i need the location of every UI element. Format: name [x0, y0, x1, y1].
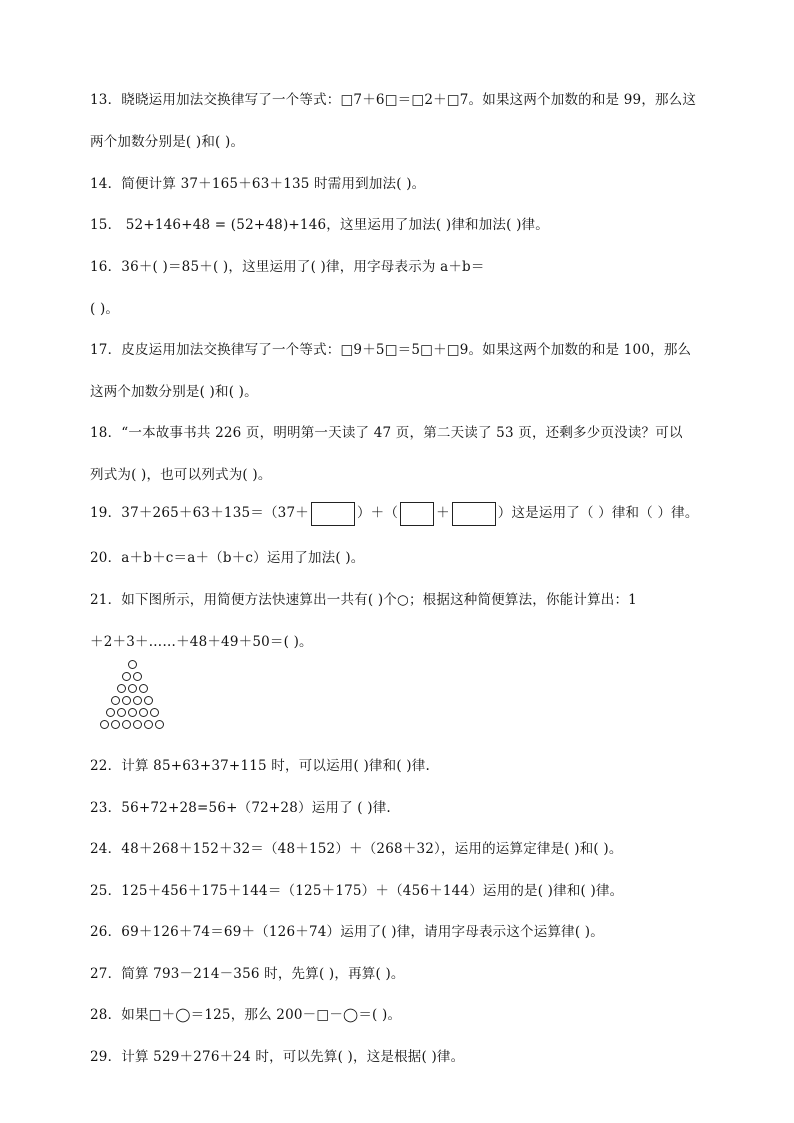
circle-icon — [144, 720, 153, 729]
question-24: 24．48＋268＋152＋32＝（48＋152）＋（268＋32），运用的运算定律是( )和( )。 — [90, 841, 623, 857]
circle-icon — [155, 720, 164, 729]
question-29: 29．计算 529＋276＋24 时，可以先算( )，这是根据( )律。 — [90, 1049, 465, 1065]
question-16-line1: 16．36＋( )＝85＋( )，这里运用了( )律，用字母表示为 a＋b＝ — [90, 259, 485, 275]
question-26: 26．69＋126＋74＝69＋（126＋74）运用了( )律，请用字母表示这个运算律( )。 — [90, 924, 604, 940]
circle-row — [92, 672, 172, 684]
circle-icon — [111, 696, 120, 705]
circle-row — [92, 720, 172, 732]
circle-icon — [117, 684, 126, 693]
q19-text-c: ＋ — [436, 505, 450, 521]
q19-text-a: 19．37＋265＋63＋135＝（37＋ — [90, 505, 309, 521]
circle-icon — [122, 720, 131, 729]
circle-icon — [133, 696, 142, 705]
question-13-line1: 13．晓晓运用加法交换律写了一个等式：□7＋6□＝□2＋□7。如果这两个加数的和是 99，那么这 — [90, 92, 697, 108]
question-25: 25．125＋456＋175＋144＝（125＋175）＋（456＋144）运用的是( )律和( )律。 — [90, 883, 624, 899]
question-14: 14．简便计算 37＋165＋63＋135 时需用到加法( )。 — [90, 176, 426, 192]
question-15: 15． 52+146+48 = (52+48)+146，这里运用了加法( )律和加法( )律。 — [90, 217, 549, 233]
circle-row — [92, 696, 172, 708]
answer-box[interactable] — [400, 502, 434, 526]
circle-icon — [133, 720, 142, 729]
circle-icon — [106, 708, 115, 717]
circle-icon — [117, 708, 126, 717]
circle-icon — [144, 696, 153, 705]
circle-icon — [133, 672, 142, 681]
circle-row — [92, 684, 172, 696]
circle-icon — [150, 708, 159, 717]
answer-box[interactable] — [452, 502, 496, 526]
circle-row — [92, 660, 172, 672]
circle-icon — [122, 672, 131, 681]
question-13-line2: 两个加数分别是( )和( )。 — [90, 134, 245, 150]
q19-text-b: ）＋（ — [356, 505, 399, 521]
circle-icon — [111, 720, 120, 729]
question-17-line1: 17．皮皮运用加法交换律写了一个等式：□9＋5□＝5□＋□9。如果这两个加数的和是 100，那么 — [90, 342, 692, 358]
question-23: 23．56+72+28=56+（72+28）运用了 ( )律. — [90, 800, 391, 816]
answer-box[interactable] — [311, 502, 355, 526]
question-21-line1: 21．如下图所示，用简便方法快速算出一共有( )个○；根据这种简便算法，你能计算出：1 — [90, 592, 637, 608]
circle-icon — [139, 708, 148, 717]
question-22: 22．计算 85+63+37+115 时，可以运用( )律和( )律. — [90, 758, 430, 774]
circle-icon — [139, 684, 148, 693]
question-27: 27．简算 793－214－356 时，先算( )，再算( )。 — [90, 966, 405, 982]
question-20: 20．a＋b＋c＝a＋（b＋c）运用了加法( )。 — [90, 550, 365, 566]
question-16-line2: ( )。 — [90, 301, 120, 317]
circle-icon — [122, 696, 131, 705]
circle-icon — [128, 660, 137, 669]
circle-triangle-figure — [92, 660, 172, 732]
question-28: 28．如果□＋◯＝125，那么 200－□－◯＝( )。 — [90, 1007, 402, 1023]
circle-row — [92, 708, 172, 720]
question-18-line1: 18．“一本故事书共 226 页，明明第一天读了 47 页，第二天读了 53 页，还剩多少页没读？可以 — [90, 425, 683, 441]
circle-icon — [128, 708, 137, 717]
q19-text-d: ）这是运用了（ ）律和（ ）律。 — [497, 505, 699, 521]
question-19 — [90, 501, 699, 526]
circle-icon — [100, 720, 109, 729]
question-21-line2: ＋2＋3＋……＋48＋49＋50＝( )。 — [90, 634, 313, 650]
question-17-line2: 这两个加数分别是( )和( )。 — [90, 384, 258, 400]
circle-icon — [128, 684, 137, 693]
question-18-line2: 列式为( )，也可以列式为( )。 — [90, 467, 272, 483]
